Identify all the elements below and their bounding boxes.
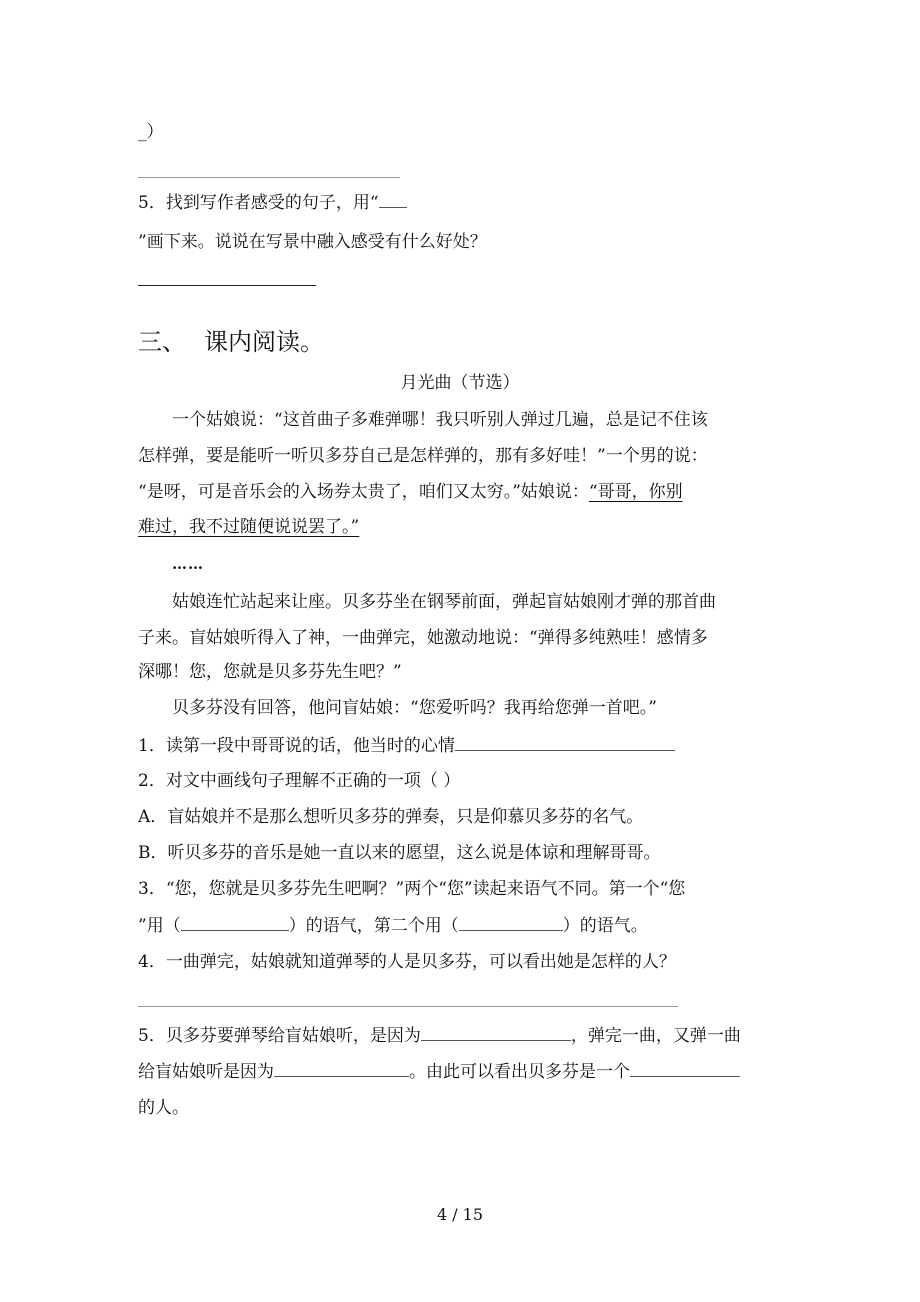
section-heading (138, 328, 324, 356)
question-text: ）的语气。 (562, 916, 648, 936)
passage-text: “是呀，可是音乐会的入场券太贵了，咱们又太穷。”姑娘说： (138, 482, 589, 502)
question-2-option-b: B．听贝多芬的音乐是她一直以来的愿望，这么说是体谅和理解哥哥。 (138, 843, 661, 863)
passage-title: 月光曲（节选） (400, 373, 520, 393)
underlined-sentence: “哥哥，你别 (588, 482, 683, 502)
answer-blank[interactable] (181, 914, 289, 931)
question-text: ）的语气，第二个用（ (288, 916, 459, 936)
answer-line (138, 285, 316, 286)
ellipsis: …… (172, 555, 204, 573)
question-text: 给盲姑娘听是因为 (138, 1062, 274, 1082)
question-3-line2 (138, 914, 648, 937)
underlined-sentence: 难过，我不过随便说说罢了。” (138, 517, 360, 537)
question-5-line2 (138, 1060, 740, 1083)
answer-line[interactable] (138, 1006, 678, 1007)
question-1 (138, 734, 675, 757)
section-number: 三、 (138, 328, 186, 356)
passage-line: 子来。盲姑娘听得入了神，一曲弹完，她激动地说：“弹得多纯熟哇！感情多 (138, 628, 708, 648)
question-3-line1: 3．“您，您就是贝多芬先生吧啊？”两个“您”读起来语气不同。第一个“您 (138, 879, 686, 899)
passage-line: 深哪！您，您就是贝多芬先生吧？” (138, 662, 402, 682)
answer-blank[interactable] (421, 1024, 571, 1041)
underline-mark (379, 191, 407, 208)
answer-fragment: _） (138, 122, 164, 142)
question-text: 。由此可以看出贝多芬是一个 (409, 1062, 630, 1082)
answer-blank[interactable] (455, 734, 675, 751)
passage-line (138, 481, 683, 503)
question-5-prompt-line1 (138, 191, 407, 214)
question-text: 5．找到写作者感受的句子，用“ (138, 193, 379, 213)
question-text: 5．贝多芬要弹琴给盲姑娘听，是因为 (138, 1026, 421, 1046)
passage-line: 怎样弹，要是能听一听贝多芬自己是怎样弹的，那有多好哇！”一个男的说： (138, 446, 708, 466)
passage-line: 贝多芬没有回答，他问盲姑娘：“您爱听吗？我再给您弹一首吧。” (172, 698, 657, 718)
question-2: 2．对文中画线句子理解不正确的一项（ ） (138, 771, 461, 791)
section-title: 课内阅读。 (204, 328, 324, 356)
question-5-line1 (138, 1024, 741, 1047)
question-2-option-a: A．盲姑娘并不是那么想听贝多芬的弹奏，只是仰慕贝多芬的名气。 (138, 807, 644, 827)
answer-blank[interactable] (459, 914, 563, 931)
answer-line (138, 177, 400, 178)
question-4: 4．一曲弹完，姑娘就知道弹琴的人是贝多芬，可以看出她是怎样的人？ (138, 952, 676, 972)
question-5-prompt-line2: ”画下来。说说在写景中融入感受有什么好处？ (138, 232, 487, 252)
answer-blank[interactable] (274, 1060, 409, 1077)
passage-line: 姑娘连忙站起来让座。贝多芬坐在钢琴前面，弹起盲姑娘刚才弹的那首曲 (172, 592, 716, 612)
question-text: ”用（ (138, 916, 181, 936)
page-number: 4 / 15 (436, 1205, 484, 1224)
answer-blank[interactable] (630, 1060, 740, 1077)
passage-line: 一个姑娘说：“这首曲子多难弹哪！我只听别人弹过几遍，总是记不住该 (172, 410, 708, 430)
question-text: ，弹完一曲，又弹一曲 (570, 1026, 741, 1046)
question-5-line3: 的人。 (138, 1098, 189, 1118)
question-text: 1．读第一段中哥哥说的话，他当时的心情 (138, 736, 455, 756)
